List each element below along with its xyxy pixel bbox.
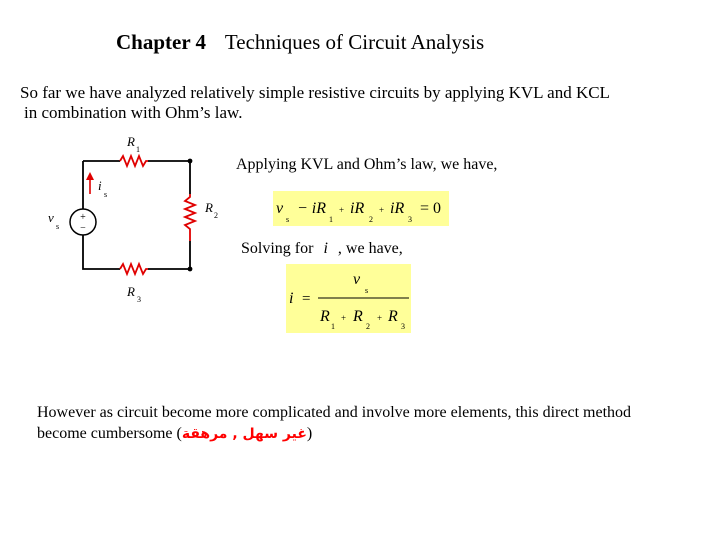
intro-line-1: So far we have analyzed relatively simple resistive circuits by applying KVL and KCL <box>20 83 610 102</box>
eq1-term2: iR <box>350 200 365 217</box>
node-bottom-right <box>188 267 193 272</box>
node-top-right <box>188 159 193 164</box>
label-r1: R <box>127 134 135 149</box>
eq1-sub2: 2 <box>369 215 373 224</box>
label-current-sub: s <box>104 190 108 199</box>
label-r3-sub: 3 <box>137 295 141 304</box>
eq1-plus-a: + <box>339 205 345 215</box>
slide-title <box>116 30 484 55</box>
eq1-sub1: 1 <box>329 215 333 224</box>
current-equation <box>286 264 411 333</box>
solve-statement <box>241 240 403 258</box>
resistor-r2 <box>185 194 195 241</box>
eq1-vs: v <box>276 200 284 217</box>
eq2-lhs: i <box>289 290 294 307</box>
closing-line-2-post: ) <box>306 425 313 442</box>
eq2-plus-b: + <box>377 313 383 323</box>
solve-after: , we have, <box>337 240 403 257</box>
eq2-sub1: 1 <box>331 322 335 331</box>
kvl-equation-box <box>273 191 449 226</box>
intro-paragraph <box>20 83 610 123</box>
eq1-term1: − iR <box>297 200 327 217</box>
label-r2-sub: 2 <box>214 211 218 220</box>
eq1-term3: iR <box>390 200 405 217</box>
chapter-topic: Techniques of Circuit Analysis <box>224 30 485 54</box>
closing-line-1: However as circuit become more complicated and involve more elements, this direct method <box>37 404 632 421</box>
eq1-plus-b: + <box>379 205 385 215</box>
source-plus: + <box>80 212 86 223</box>
eq2-r3: R <box>388 308 398 325</box>
source-minus: − <box>80 223 86 234</box>
resistor-r3 <box>120 264 148 274</box>
solve-var: i <box>323 240 328 257</box>
label-source: v <box>48 210 54 225</box>
eq2-num-sub: s <box>365 286 369 295</box>
eq1-sub3: 3 <box>408 215 412 224</box>
closing-paragraph <box>37 402 631 445</box>
solve-before: Solving for <box>241 240 314 257</box>
intro-line-2: in combination with Ohm’s law. <box>24 103 243 122</box>
label-current: i <box>98 178 102 193</box>
kvl-statement: Applying KVL and Ohm’s law, we have, <box>236 156 498 173</box>
chapter-label: Chapter 4 <box>116 30 207 54</box>
current-equation-box <box>286 264 411 333</box>
eq2-plus-a: + <box>341 313 347 323</box>
label-source-sub: s <box>56 222 60 231</box>
current-arrow <box>86 172 94 194</box>
arabic-note: غير سهل , مرهقة <box>181 426 307 442</box>
eq1-equals-zero: = 0 <box>420 200 442 217</box>
eq2-sub3: 3 <box>401 322 405 331</box>
eq1-vs-sub: s <box>286 215 290 224</box>
closing-line-2 <box>37 423 631 445</box>
eq2-r1: R <box>320 308 330 325</box>
closing-line-2-pre: become cumbersome ( <box>37 425 182 442</box>
eq2-sub2: 2 <box>366 322 370 331</box>
label-r2: R <box>205 200 213 215</box>
kvl-equation <box>273 191 449 226</box>
eq2-num: v <box>353 271 361 288</box>
label-r3: R <box>127 284 135 299</box>
eq2-equals: = <box>302 291 311 307</box>
label-r1-sub: 1 <box>136 145 140 154</box>
circuit-diagram <box>40 130 230 310</box>
eq2-r2: R <box>353 308 363 325</box>
resistor-r1 <box>120 156 148 166</box>
